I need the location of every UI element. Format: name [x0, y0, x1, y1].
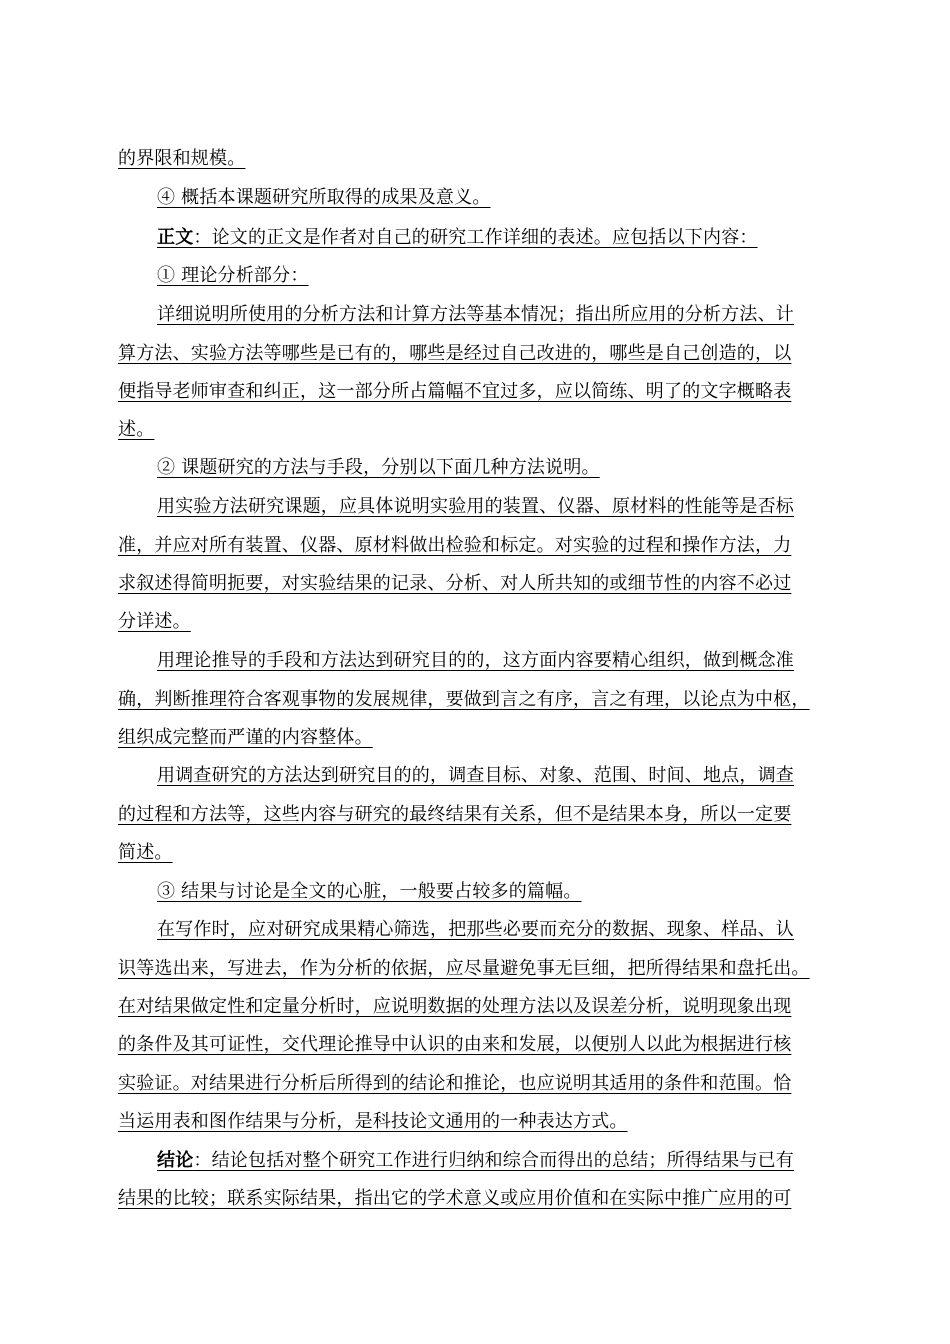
text-line: 准，并应对所有装置、仪器、原材料做出检验和标定。对实验的过程和操作方法，力 [118, 535, 792, 556]
list-item-2: ② 课题研究的方法与手段，分别以下面几种方法说明。 [157, 457, 600, 478]
text-line: 确，判断推理符合客观事物的发展规律，要做到言之有序，言之有理，以论点为中枢， [118, 689, 810, 710]
body-heading-line [157, 226, 758, 250]
text-line: 在对结果做定性和定量分析时，应说明数据的处理方法以及误差分析，说明现象出现 [118, 996, 792, 1017]
text-line: ：论文的正文是作者对自己的研究工作详细的表述。应包括以下内容： [193, 227, 758, 248]
text-line: 的过程和方法等，这些内容与研究的最终结果有关系，但不是结果本身，所以一定要 [118, 804, 792, 825]
text-line: 用理论推导的手段和方法达到研究目的的，这方面内容要精心组织，做到概念准 [157, 650, 794, 671]
text-line: 实验证。对结果进行分析后所得到的结论和推论，也应说明其适用的条件和范围。恰 [118, 1073, 792, 1094]
list-item-4: ④ 概括本课题研究所取得的成果及意义。 [157, 187, 491, 208]
list-item-3: ③ 结果与讨论是全文的心脏，一般要占较多的篇幅。 [157, 881, 582, 902]
text-line: 的界限和规模。 [118, 148, 246, 169]
text-line: 求叙述得简明扼要，对实验结果的记录、分析、对人所共知的或细节性的内容不必过 [118, 573, 792, 594]
list-item-1: ① 理论分析部分： [157, 265, 309, 286]
text-line: 详细说明所使用的分析方法和计算方法等基本情况；指出所应用的分析方法、计 [157, 304, 794, 325]
section-label-body: 正文 [157, 227, 194, 248]
text-line: 结果的比较；联系实际结果，指出它的学术意义或应用价值和在实际中推广应用的可 [118, 1188, 792, 1209]
text-line: 的条件及其可证性，交代理论推导中认识的由来和发展，以便别人以此为根据进行核 [118, 1034, 792, 1055]
text-line: 识等选出来，写进去，作为分析的依据，应尽量避免事无巨细，把所得结果和盘托出。 [118, 958, 810, 979]
text-line: ：结论包括对整个研究工作进行归纳和综合而得出的总结；所得结果与已有 [193, 1150, 795, 1171]
text-line: 用调查研究的方法达到研究目的的，调查目标、对象、范围、时间、地点，调查 [157, 765, 794, 786]
text-line: 便指导老师审查和纠正，这一部分所占篇幅不宜过多，应以简练、明了的文字概略表 [118, 381, 792, 402]
conclusion-heading-line [157, 1149, 794, 1173]
text-line: 当运用表和图作结果与分析，是科技论文通用的一种表达方式。 [118, 1111, 628, 1132]
text-line: 在写作时，应对研究成果精心筛选，把那些必要而充分的数据、现象、样品、认 [157, 919, 794, 940]
text-line: 算方法、实验方法等哪些是已有的，哪些是经过自己改进的，哪些是自己创造的，以 [118, 343, 792, 364]
text-line: 组织成完整而严谨的内容整体。 [118, 727, 373, 748]
section-label-conclusion: 结论 [157, 1150, 194, 1171]
text-line: 用实验方法研究课题，应具体说明实验用的装置、仪器、原材料的性能等是否标 [157, 496, 794, 517]
text-line: 述。 [118, 419, 155, 440]
text-line: 分详述。 [118, 611, 191, 632]
text-line: 简述。 [118, 842, 173, 863]
